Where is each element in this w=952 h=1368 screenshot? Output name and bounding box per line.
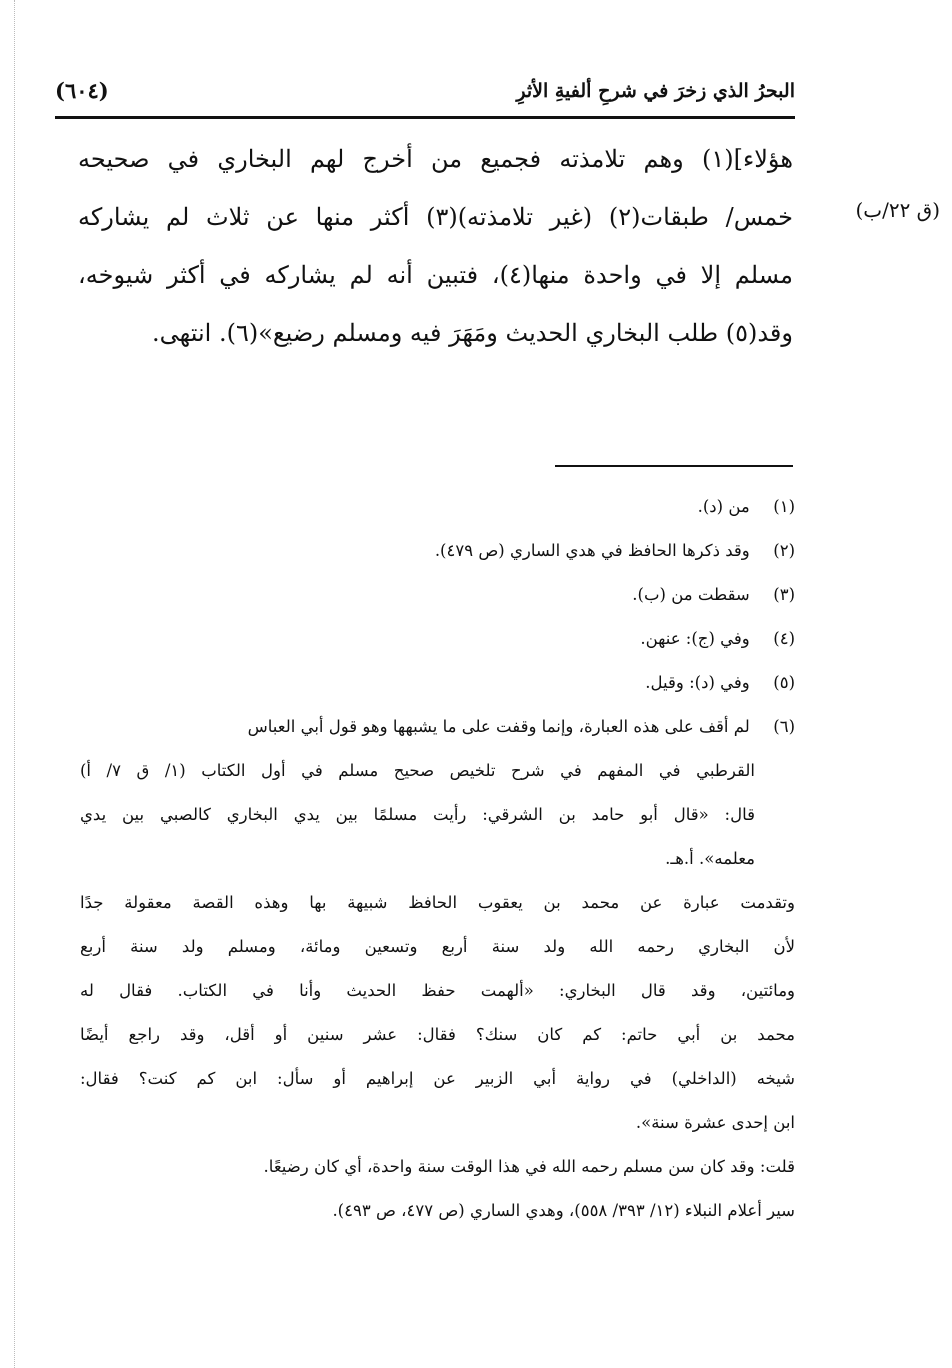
footnote-number: (٣) xyxy=(773,585,795,604)
scan-edge-line xyxy=(14,0,15,1368)
footnote-paragraph-line: شيخه (الداخلي) في رواية أبي الزبير عن إبراهيم أو سأل: ابن كم كنت؟ فقال: xyxy=(80,1069,795,1088)
margin-manuscript-reference: (ق ٢٢/ب) xyxy=(855,198,940,222)
footnote-text: وفي (ج): عنهن. xyxy=(640,629,750,648)
footnote-number: (١) xyxy=(773,497,795,516)
footnote-number: (٦) xyxy=(773,717,795,736)
footnote-1 xyxy=(80,485,795,529)
footnote-paragraph-line: ابن إحدى عشرة سنة». xyxy=(635,1113,795,1132)
main-text-line: وقد(٥) طلب البخاري الحديث ومَهَرَ فيه ومسلم رضيع»(٦). انتهى. xyxy=(152,319,793,347)
main-text-line: هؤلاء](١) وهم تلامذته فجميع من أخرج لهم البخاري في صحيحه xyxy=(78,145,793,173)
footnote-paragraph-line: وتقدمت عبارة عن محمد بن يعقوب الحافظ شبيهة بها وهذه القصة معقولة جدًا xyxy=(80,893,795,912)
footnote-continuation-line: معلمه». أ.هـ. xyxy=(665,849,755,868)
running-title: البحرُ الذي زخرَ في شرحِ ألفيةِ الأثرِ xyxy=(516,80,795,102)
footnote-text: وقد ذكرها الحافظ في هدي الساري (ص ٤٧٩). xyxy=(434,541,750,560)
main-text xyxy=(78,130,793,362)
footnote-closing-line: سير أعلام النبلاء (١٢/ ٣٩٣/ ٥٥٨)، وهدي الساري (ص ٤٧٧، ص ٤٩٣). xyxy=(332,1201,795,1220)
footnote-separator xyxy=(555,465,793,467)
footnote-4 xyxy=(80,617,795,661)
footnote-6 xyxy=(80,705,795,749)
footnote-text: سقطت من (ب). xyxy=(632,585,750,604)
footnote-text: وفي (د): وقيل. xyxy=(645,673,750,692)
footnote-2 xyxy=(80,529,795,573)
footnote-3 xyxy=(80,573,795,617)
footnote-text: لم أقف على هذه العبارة، وإنما وقفت على ما يشبهها وهو قول أبي العباس xyxy=(247,717,750,736)
footnote-number: (٥) xyxy=(773,673,795,692)
footnote-number: (٢) xyxy=(773,541,795,560)
footnote-paragraph-line: ومائتين، وقد قال البخاري: «ألهمت حفظ الحديث وأنا في الكتاب. فقال له xyxy=(80,981,795,1000)
page-header xyxy=(55,72,795,112)
page-number: (٦٠٤) xyxy=(55,78,109,103)
main-text-line: مسلم إلا في واحدة منها(٤)، فتبين أنه لم يشاركه في أكثر شيوخه، xyxy=(78,261,793,289)
footnote-continuation-line: القرطبي في المفهم في شرح تلخيص صحيح مسلم في أول الكتاب (١/ ق ٧/ أ) xyxy=(80,761,755,780)
footnotes xyxy=(80,485,795,1233)
header-rule xyxy=(55,116,795,119)
footnote-continuation-line: قال: «قال أبو حامد بن الشرقي: رأيت مسلمًا بين يدي البخاري كالصبي بين يدي xyxy=(80,805,755,824)
footnote-paragraph-line: لأن البخاري رحمه الله ولد سنة أربع وتسعين ومائة، ومسلم ولد سنة أربع xyxy=(80,937,795,956)
footnote-text: من (د). xyxy=(697,497,750,516)
footnote-paragraph-line: محمد بن أبي حاتم: كم كان سنك؟ فقال: عشر سنين أو أقل، وقد راجع أيضًا xyxy=(80,1025,795,1044)
footnote-closing-line: قلت: وقد كان سن مسلم رحمه الله في هذا الوقت سنة واحدة، أي كان رضيعًا. xyxy=(263,1157,795,1176)
footnote-number: (٤) xyxy=(773,629,795,648)
footnote-5 xyxy=(80,661,795,705)
main-text-line: خمس/ طبقات(٢) (غير تلامذته)(٣) أكثر منها عن ثلاث لم يشاركه xyxy=(78,203,793,231)
